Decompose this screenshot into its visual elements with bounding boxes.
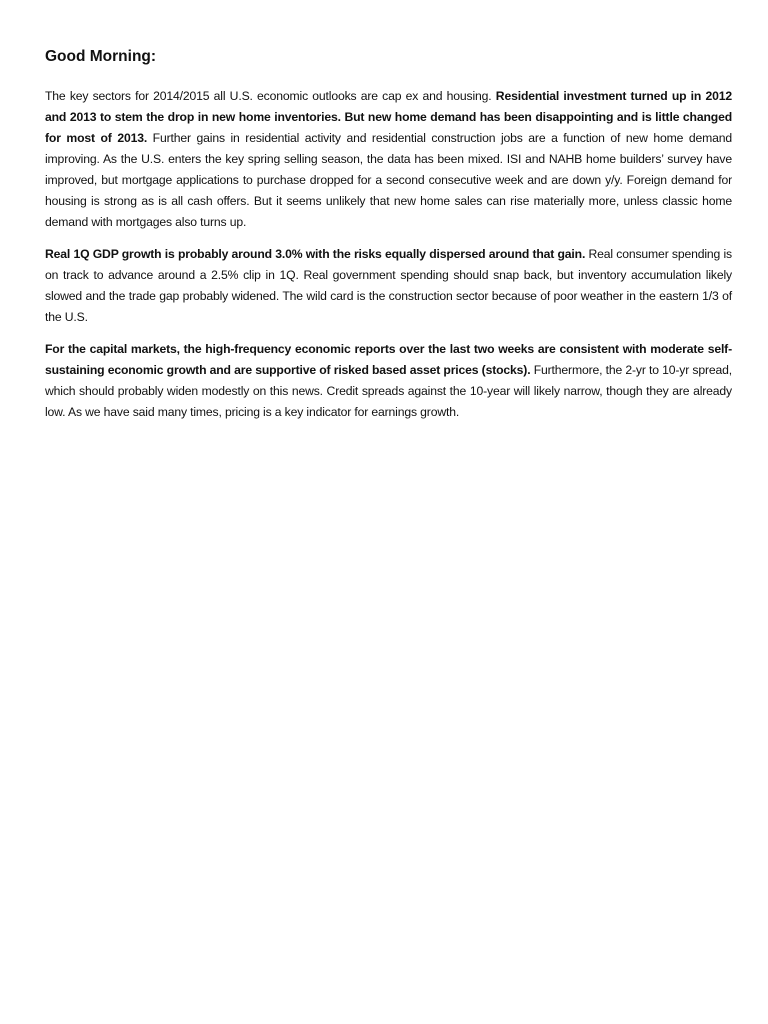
paragraph-run-bold: Residential investment turned up in 2012 and 2013 to stem the drop in new home inventories. But new home demand has been disappointing and is little changed for most of 2013. (45, 89, 732, 145)
paragraph-run-bold: Real 1Q GDP growth is probably around 3.0% with the risks equally dispersed around that gain. (45, 247, 586, 261)
paragraph-run-bold: For the capital markets, the high-frequency economic reports over the last two weeks are consistent with moderate self-sustaining economic growth and are supportive of risked based asset prices (stocks). (45, 342, 732, 377)
document-page (45, 46, 732, 434)
paragraph-run: Further gains in residential activity and residential construction jobs are a function of new home demand improving. As the U.S. enters the key spring selling season, the data has been mixed. ISI and NAHB home builders’ survey have improved, but mortgage applications to purchase dropped for a second consecutive week and are down y/y. Foreign demand for housing is strong as is all cash offers. But it seems unlikely that new home sales can rise materially more, unless classic home demand with mortgages also turns up. (45, 131, 732, 229)
greeting-heading: Good Morning: (45, 48, 157, 65)
paragraph-capital-markets (45, 339, 732, 423)
paragraph-run: The key sectors for 2014/2015 all U.S. economic outlooks are cap ex and housing. (45, 89, 496, 103)
paragraph-housing (45, 86, 732, 233)
paragraph-run: Furthermore, the 2-yr to 10-yr spread, which should probably widen modestly on this news. Credit spreads against the 10-year will likely narrow, though they are already low. As we have said many times, pricing is a key indicator for earnings growth. (45, 363, 733, 419)
paragraph-gdp (45, 244, 732, 328)
paragraph-run: Real consumer spending is on track to advance around a 2.5% clip in 1Q. Real government spending should snap back, but inventory accumulation likely slowed and the trade gap probably widened. The wild card is the construction sector because of poor weather in the eastern 1/3 of the U.S. (45, 247, 732, 324)
